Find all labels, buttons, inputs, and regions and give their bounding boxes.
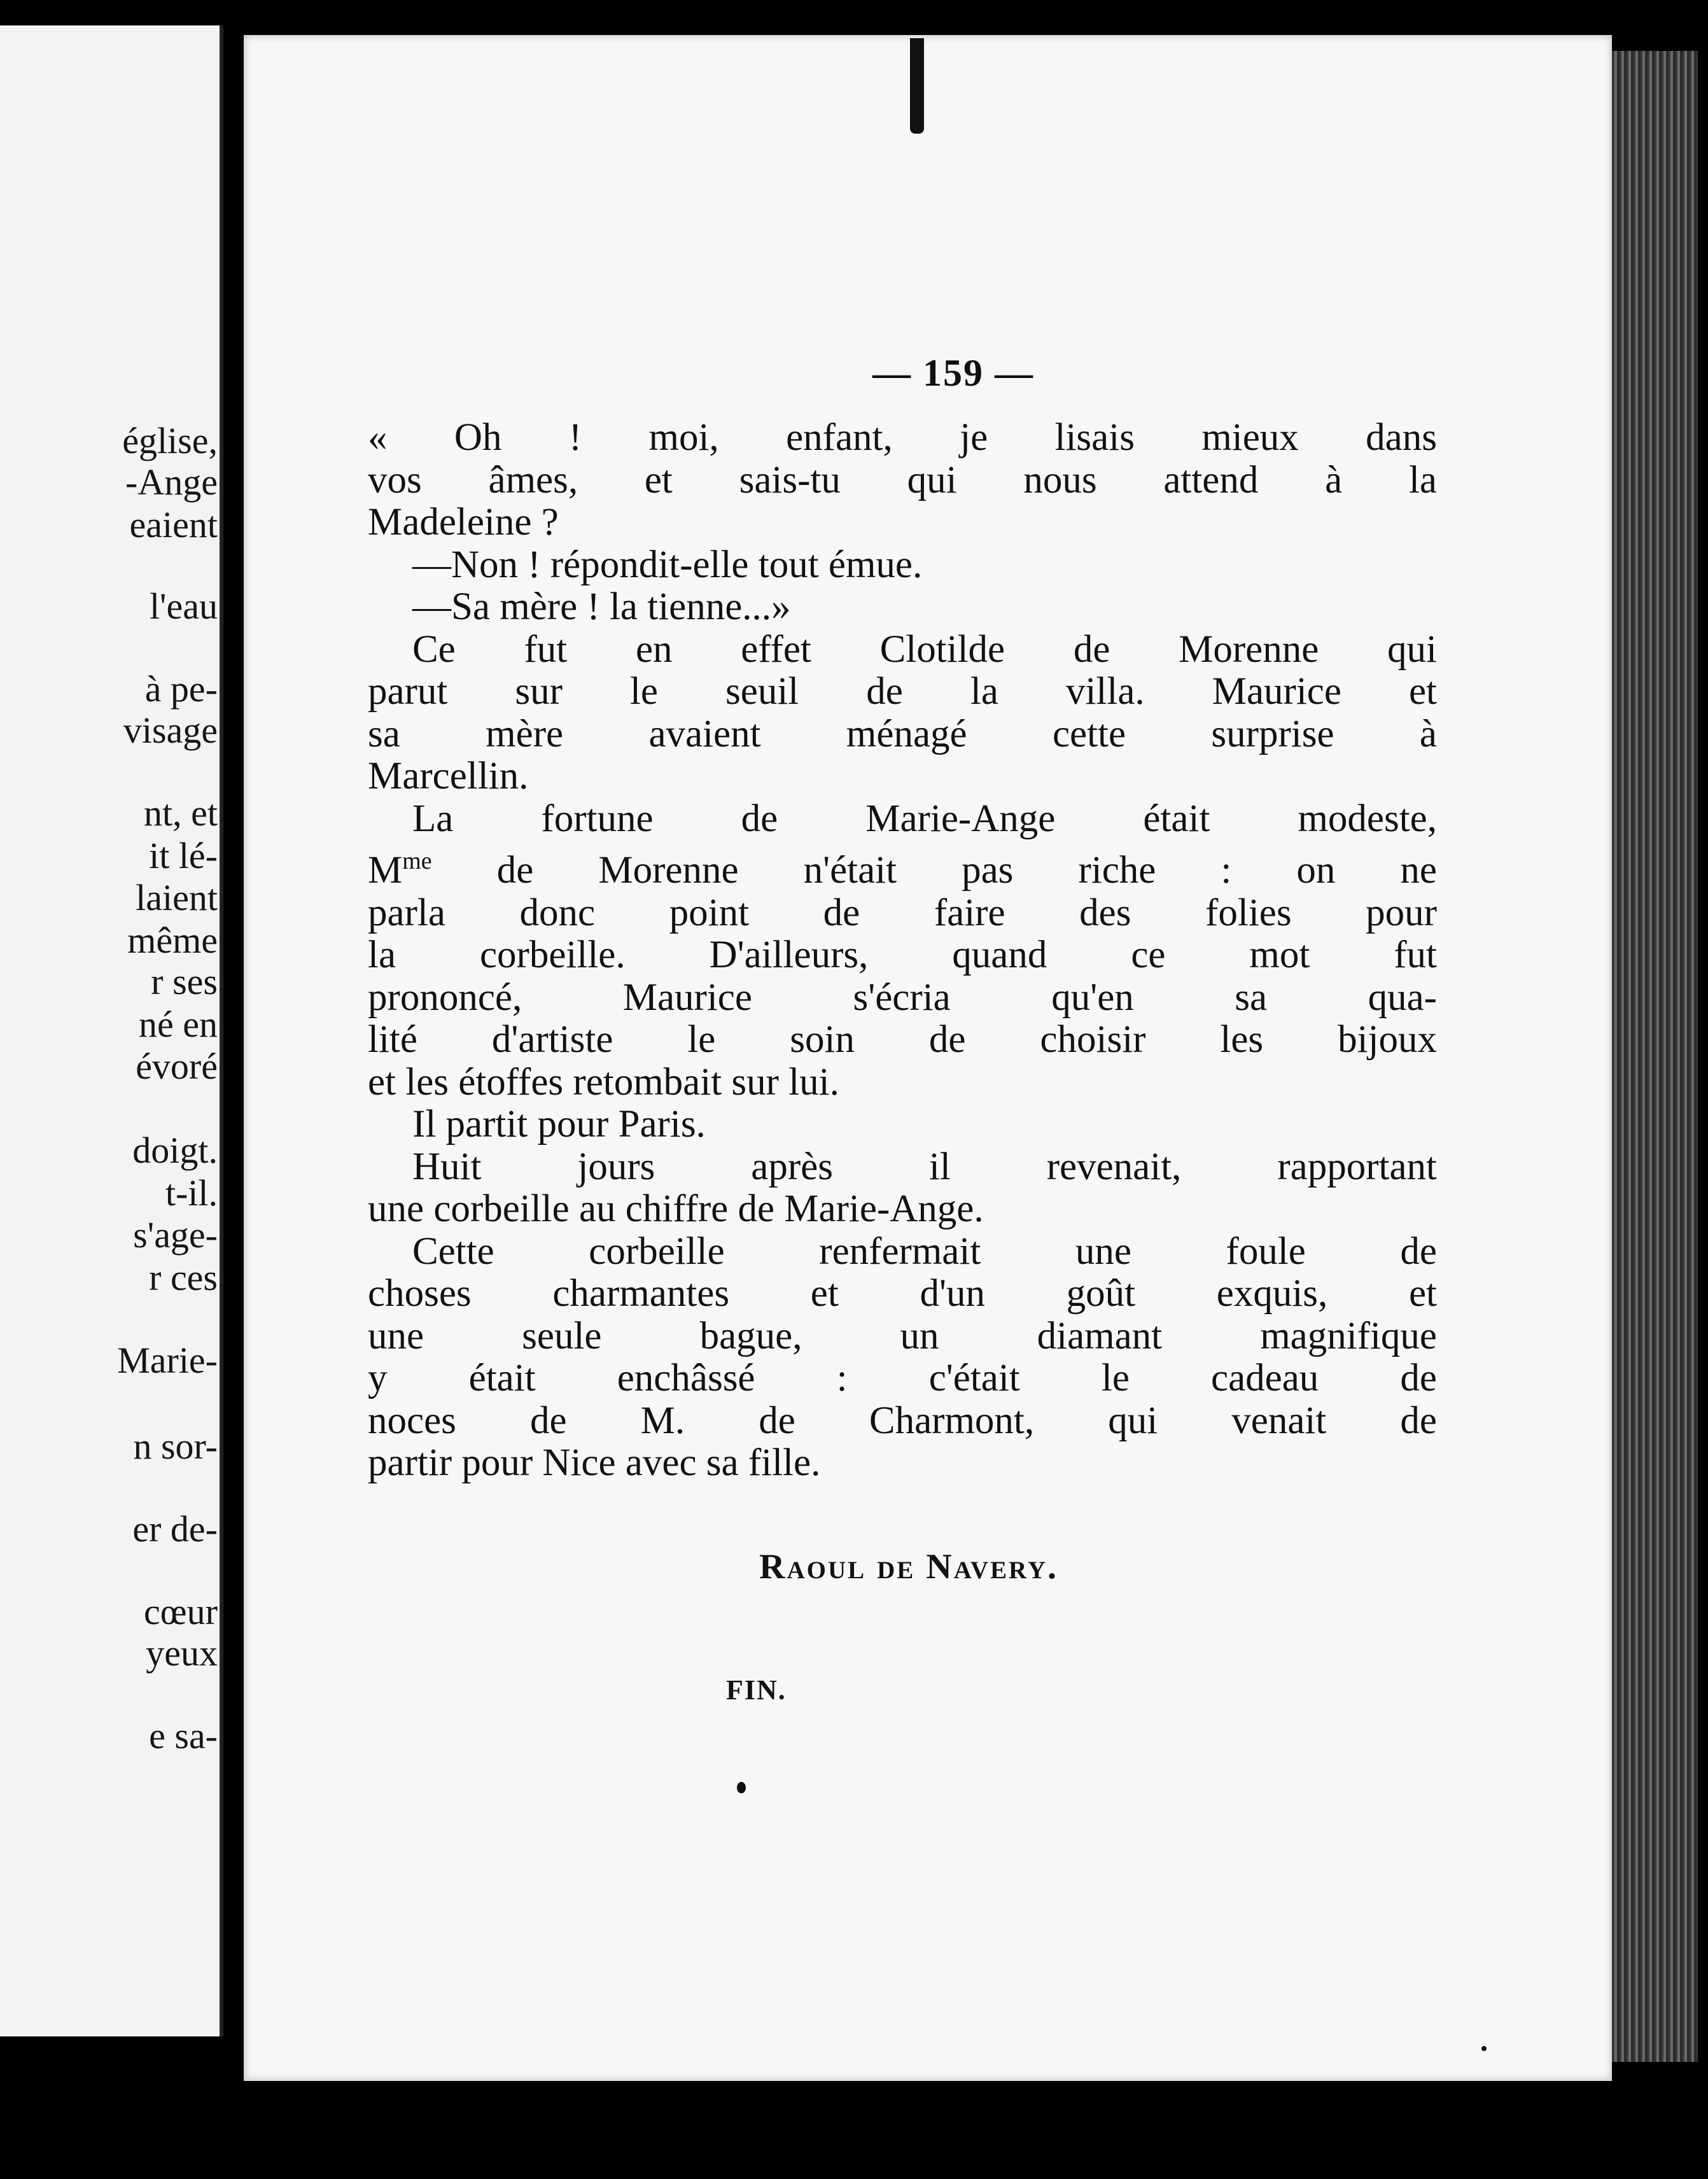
text-line: sa mère avaient ménagé cette surprise à [368,712,1437,755]
text-line: noces de M. de Charmont, qui venait de [368,1399,1437,1442]
text-line: parut sur le seuil de la villa. Maurice et [368,670,1437,713]
previous-page-line: e sa- [149,1715,218,1756]
previous-page-line: s'age- [133,1214,218,1256]
text-line: lité d'artiste le soin de choisir les bijoux [368,1018,1437,1061]
print-speck [1481,2046,1487,2051]
text-line: y était enchâssé : c'était le cadeau de [368,1357,1437,1399]
previous-page-line: eaient [129,504,218,545]
previous-page-line: yeux [146,1632,218,1674]
text-line: Marcellin. [368,755,529,797]
text-line: « Oh ! moi, enfant, je lisais mieux dans [368,416,1437,459]
page-number: — 159 — [872,352,1034,394]
page-tab-mark [910,38,924,134]
previous-page-line: r ces [149,1257,218,1298]
previous-page-line: n sor- [133,1426,218,1467]
text-line: la corbeille. D'ailleurs, quand ce mot fut [368,934,1437,976]
text-line: partir pour Nice avec sa fille. [368,1441,821,1484]
author-signature: Raoul de Navery. [759,1547,1059,1587]
previous-page-line: -Ange [125,461,218,503]
text-line: prononcé, Maurice s'écria qu'en sa qua- [368,976,1437,1019]
text-line: —Non ! répondit-elle tout émue. [412,543,923,586]
book-page [244,35,1612,2081]
text-line: vos âmes, et sais-tu qui nous attend à la [368,458,1437,501]
text-line: choses charmantes et d'un goût exquis, et [368,1272,1437,1315]
previous-page-line: Marie- [117,1340,218,1381]
body-text [368,417,1437,1485]
previous-page-line: né en [139,1004,218,1045]
text-line: Il partit pour Paris. [412,1103,706,1146]
text-line: —Sa mère ! la tienne...» [412,585,791,628]
previous-page-line: it lé- [149,835,218,876]
previous-page-line: nt, et [144,792,218,834]
end-mark: FIN. [726,1674,787,1706]
print-speck [737,1782,746,1793]
page-edge [1606,51,1698,2062]
previous-page-line: cœur [144,1591,218,1632]
text-line: une corbeille au chiffre de Marie-Ange. [368,1188,984,1230]
text-line: Ce fut en effet Clotilde de Morenne qui [412,627,1437,671]
previous-page-line: laient [136,877,218,918]
mme-abbreviation: $M^{me}$ [368,848,432,892]
text-line: et les étoffes retombait sur lui. [368,1060,839,1104]
text-line: parla donc point de faire des folies pour [368,891,1437,934]
previous-page-line: r ses [151,961,218,1002]
previous-page-line: t-il. [165,1172,218,1214]
previous-page-line: l'eau [149,585,218,627]
text-line: Madeleine ? [368,501,559,543]
previous-page-line: doigt. [132,1130,218,1171]
previous-page-line: église, [122,420,218,461]
text-line: Huit jours après il revenait, rapportant [412,1145,1437,1188]
previous-page-line: à pe- [144,668,218,710]
previous-page-line: er de- [132,1508,218,1550]
previous-page [0,25,223,2036]
text-line: La fortune de Marie-Ange était modeste, [412,797,1437,840]
text-line: une seule bague, un diamant magnifique [368,1314,1437,1357]
previous-page-line: visage [123,710,218,751]
text-line: $M^{me}$ de Morenne n'était pas riche : on ne [368,848,1438,892]
previous-page-line: évoré [136,1046,218,1087]
previous-page-line: même [127,920,218,961]
text-line: Cette corbeille renfermait une foule de [412,1230,1437,1273]
